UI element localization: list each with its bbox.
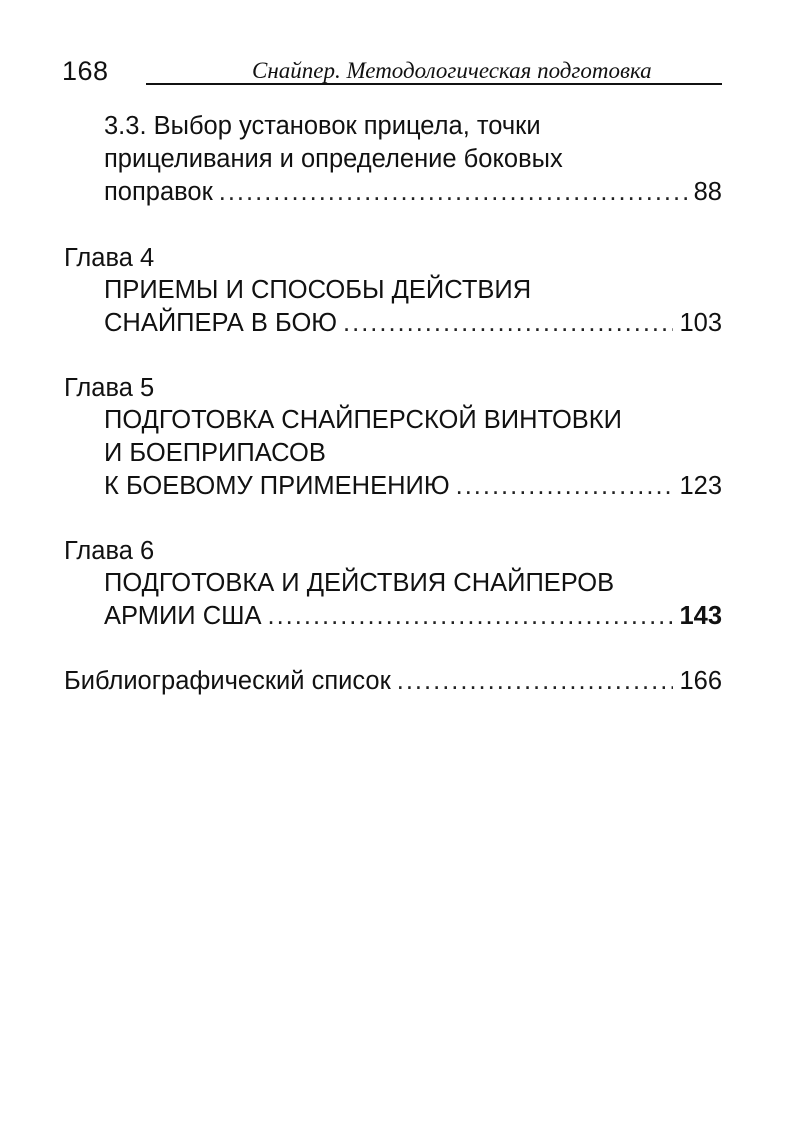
toc-page-number: 143 xyxy=(679,602,722,630)
header-rule xyxy=(146,83,722,85)
toc-page-number: 88 xyxy=(693,178,722,206)
toc-entry-leader-line xyxy=(104,470,722,503)
running-title: Снайпер. Методологическая подготовка xyxy=(252,58,652,83)
chapter-title-line: ПРИЕМЫ И СПОСОБЫ ДЕЙСТВИЯ xyxy=(104,276,532,304)
bibliography-label: Библиографический список xyxy=(64,667,391,695)
page-number: 168 xyxy=(62,56,109,86)
toc-entry-bibliography xyxy=(64,665,722,698)
dot-leader xyxy=(219,176,688,209)
chapter-label: Глава 4 xyxy=(64,244,155,272)
chapter-title-line: ПОДГОТОВКА И ДЕЙСТВИЯ СНАЙПЕРОВ xyxy=(104,569,615,597)
toc-page-number: 123 xyxy=(679,472,722,500)
chapter-title-line: И БОЕПРИПАСОВ xyxy=(104,439,326,467)
toc-page-number: 103 xyxy=(679,309,722,337)
chapter-title-line: К БОЕВОМУ ПРИМЕНЕНИЮ xyxy=(104,472,450,500)
toc-entry-leader-line xyxy=(104,307,722,340)
toc-entry-leader-line xyxy=(104,600,722,633)
running-header xyxy=(62,52,722,92)
dot-leader xyxy=(397,665,674,698)
toc-entry-text-line: 3.3. Выбор установок прицела, точки xyxy=(104,112,541,140)
chapter-label: Глава 6 xyxy=(64,537,155,565)
chapter-title-line: СНАЙПЕРА В БОЮ xyxy=(104,309,338,337)
toc-page-number: 166 xyxy=(679,667,722,695)
toc-entry-text-line: прицеливания и определение боковых xyxy=(104,145,563,173)
dot-leader xyxy=(456,470,674,503)
dot-leader xyxy=(268,600,674,633)
toc-entry-text-line: поправок xyxy=(104,178,213,206)
chapter-label: Глава 5 xyxy=(64,374,155,402)
dot-leader xyxy=(343,307,673,340)
chapter-title-line: АРМИИ США xyxy=(104,602,262,630)
toc-entry-leader-line xyxy=(104,176,722,209)
chapter-title-line: ПОДГОТОВКА СНАЙПЕРСКОЙ ВИНТОВКИ xyxy=(104,406,622,434)
